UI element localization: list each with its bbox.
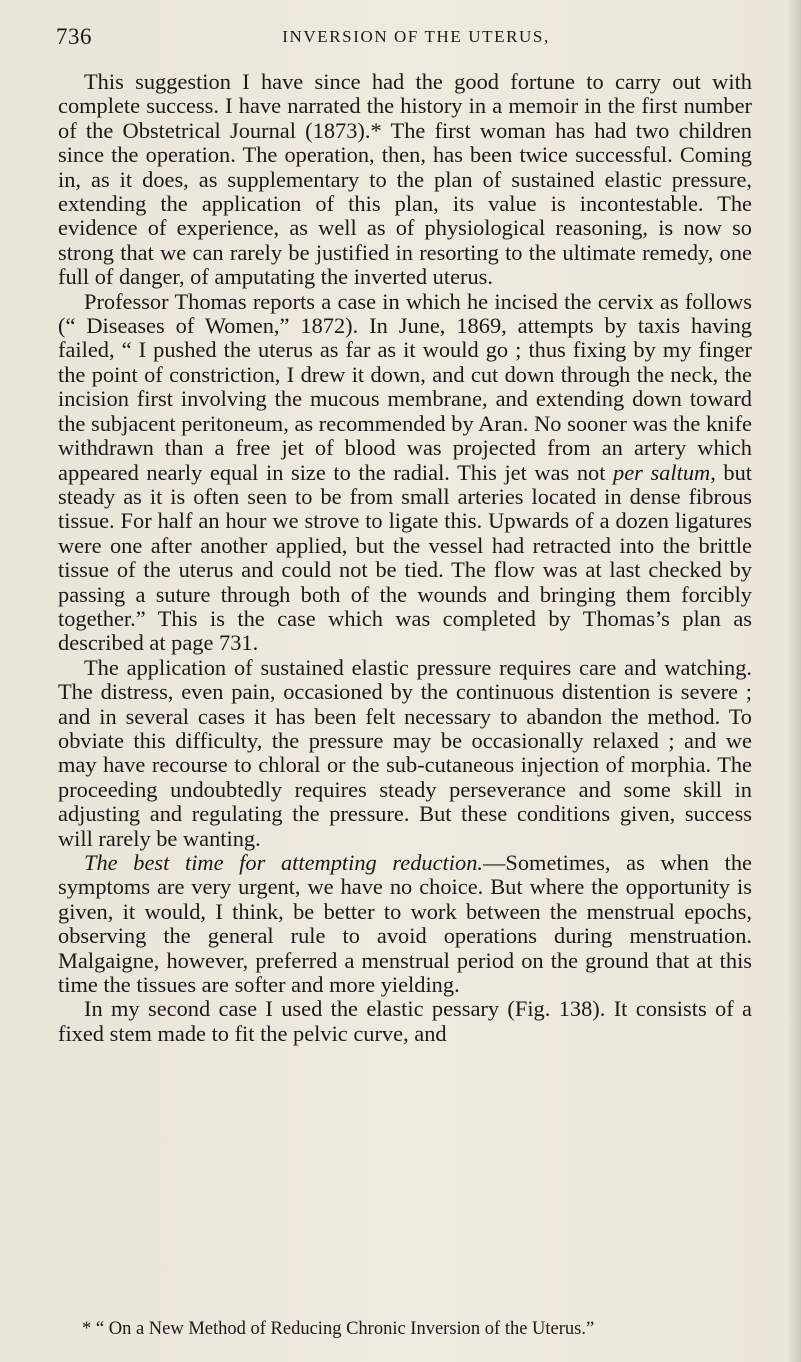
paragraph-3	[58, 656, 752, 851]
paragraph-2-text-b: , but steady as it is often seen to be from small arteries located in dense fibrous tissue. For half an hour we strove to ligate this. Upwards of a dozen ligatures were one after another applied, but the vessel had retracted into the brittle tissue of the uterus and could not be tied. The flow was at last checked by passing a suture through both of the wounds and bringing them forcibly together.” This is the case which was completed by Thomas’s plan as described at page 731.	[58, 459, 752, 656]
paragraph-5	[58, 997, 752, 1046]
body-text	[58, 70, 752, 1046]
page-edge-shadow	[787, 0, 801, 1362]
paragraph-1	[58, 70, 752, 290]
paragraph-2	[58, 290, 752, 656]
footnote: * “ On a New Method of Reducing Chronic Inversion of the Uterus.”	[82, 1319, 595, 1339]
paragraph-2-italic: per saltum	[613, 459, 711, 485]
page-number: 736	[56, 24, 92, 49]
paragraph-4	[58, 851, 752, 997]
paragraph-5-text: In my second case I used the elastic pessary (Fig. 138). It consists of a fixed stem made to fit the pelvic curve, and	[58, 996, 752, 1046]
running-head: INVERSION OF THE UTERUS,	[282, 27, 550, 46]
paragraph-2-text-a: Professor Thomas reports a case in which he incised the cervix as follows (“ Diseases of Women,” 1872). In June, 1869, attempts by taxis having failed, “ I pushed the uterus as far as it would go ; thus fixing by my finger the point of constriction, I drew it down, and cut down through the neck, the incision first involving the mucous membrane, and extending down toward the subjacent peritoneum, as recommended by Aran. No sooner was the knife withdrawn than a free jet of blood was projected from an artery which appeared nearly equal in size to the radial. This jet was not	[58, 288, 752, 485]
paragraph-4-text: —Sometimes, as when the symptoms are very urgent, we have no choice. But where the opportunity is given, it would, I think, be better to work between the menstrual epochs, observing the general rule to avoid operations during menstruation. Malgaigne, however, preferred a menstrual period on the ground that at this time the tissues are softer and more yielding.	[58, 850, 752, 998]
paragraph-3-text: The application of sustained elastic pressure requires care and watching. The distress, even pain, occasioned by the continuous distention is severe ; and in several cases it has been felt necessary to abandon the method. To obviate this difficulty, the pressure may be occasionally relaxed ; and we may have recourse to chloral or the sub-cutaneous injection of morphia. The proceeding undoubtedly requires steady perseverance and some skill in adjusting and regulating the pressure. But these conditions given, success will rarely be wanting.	[58, 654, 752, 851]
page-header	[56, 24, 736, 58]
paragraph-1-text: This suggestion I have since had the good fortune to carry out with complete success. I have narrated the history in a memoir in the first number of the Obstetrical Journal (1873).* The first woman has had two children since the operation. The operation, then, has been twice successful. Coming in, as it does, as supplementary to the plan of sustained elastic pressure, extending the application of this plan, its value is incontestable. The evidence of experience, as well as of physiological reasoning, is now so strong that we can rarely be justified in resorting to the ultimate remedy, one full of danger, of amputating the inverted uterus.	[58, 69, 752, 290]
section-heading: The best time for attempting reduction.	[84, 850, 483, 875]
